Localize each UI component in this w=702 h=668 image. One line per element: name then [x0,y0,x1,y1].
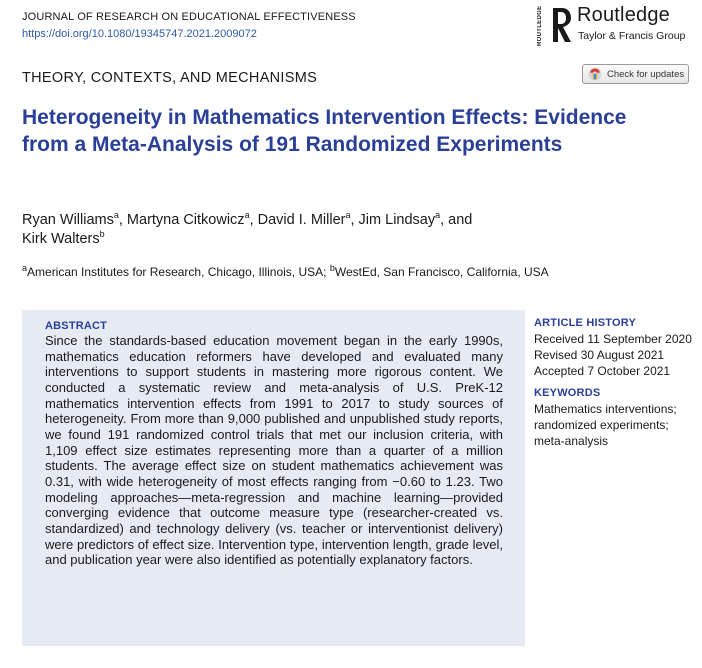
author-name[interactable]: Jim Lindsay [358,212,436,228]
article-history-heading: ARTICLE HISTORY [534,317,637,329]
affiliation-text: American Institutes for Research, Chicago, Illinois, USA; [27,265,330,279]
publisher-subtitle: Taylor & Francis Group [578,30,686,42]
affiliation-mark: a [22,263,28,273]
author-name[interactable]: Kirk Walters [22,231,100,247]
author-separator: , [350,212,359,228]
article-info-sidebar [534,317,699,449]
doi-link[interactable]: https://doi.org/10.1080/19345747.2021.2009072 [22,28,257,40]
check-for-updates-label: Check for updates [607,68,685,80]
publisher-vertical-text: ROUTLEDGE [537,5,543,46]
history-received: Received 11 September 2020 [534,332,692,346]
author-name[interactable]: David I. Miller [257,212,346,228]
abstract-box [22,310,525,646]
article-title: Heterogeneity in Mathematics Intervention Effects: Evidence from a Meta-Analysis of 191 Randomized Experiments [22,106,627,156]
journal-name: JOURNAL OF RESEARCH ON EDUCATIONAL EFFECTIVENESS [22,11,356,23]
affiliation-text: WestEd, San Francisco, California, USA [334,265,549,279]
section-label: THEORY, CONTEXTS, AND MECHANISMS [22,70,318,86]
author-affiliation-mark: a [244,210,250,221]
keywords-heading: KEYWORDS [534,387,601,399]
check-for-updates-button[interactable] [582,64,689,84]
affiliations [22,265,692,279]
author-conjunction: , and [440,212,473,228]
keyword-item[interactable]: randomized experiments; [534,418,669,432]
abstract-text: Since the standards-based education movement began in the early 1990s, mathematics education reformers have developed and evaluated many interventions to support students in mastering more rigorous content. We conducted a systematic review and meta-analysis of U.S. PreK-12 mathematics intervention effects from 1991 to 2017 to study sources of heterogeneity. From more than 9,000 published and unpublished study reports, we found 191 randomized control trials that met our inclusion criteria, with 1,109 effect size estimates representing more than a quarter of a million students. The average effect size on student mathematics achievement was 0.31, with wide heterogeneity of most effects ranging from −0.60 to 1.23. Two modeling approaches—meta-regression and machine learning—provided converging evidence that outcome measure type (researcher-created vs. standardized) and technology delivery (vs. teacher or interventionist delivery) were predictors of effect size. Intervention type, intervention length, grade level, and publication year were also identified as potentially explanatory factors. [45,333,503,568]
publisher-logo [537,4,697,48]
history-revised: Revised 30 August 2021 [534,348,665,362]
author-affiliation-mark: a [435,210,441,221]
author-list [22,211,622,249]
keyword-item[interactable]: meta-analysis [534,434,609,448]
author-affiliation-mark: a [345,210,351,221]
history-accepted: Accepted 7 October 2021 [534,364,671,378]
publisher-name: Routledge [577,4,670,26]
abstract-heading: ABSTRACT [45,320,108,332]
author-affiliation-mark: a [113,210,119,221]
crossmark-icon [588,67,602,81]
author-name[interactable]: Ryan Williams [22,212,114,228]
author-name[interactable]: Martyna Citkowicz [126,212,245,228]
routledge-mark-icon [549,6,573,44]
author-separator: , [118,212,127,228]
affiliation-mark: b [329,263,335,273]
keyword-item[interactable]: Mathematics interventions; [534,402,677,416]
author-affiliation-mark: b [99,229,105,240]
author-separator: , [249,212,258,228]
